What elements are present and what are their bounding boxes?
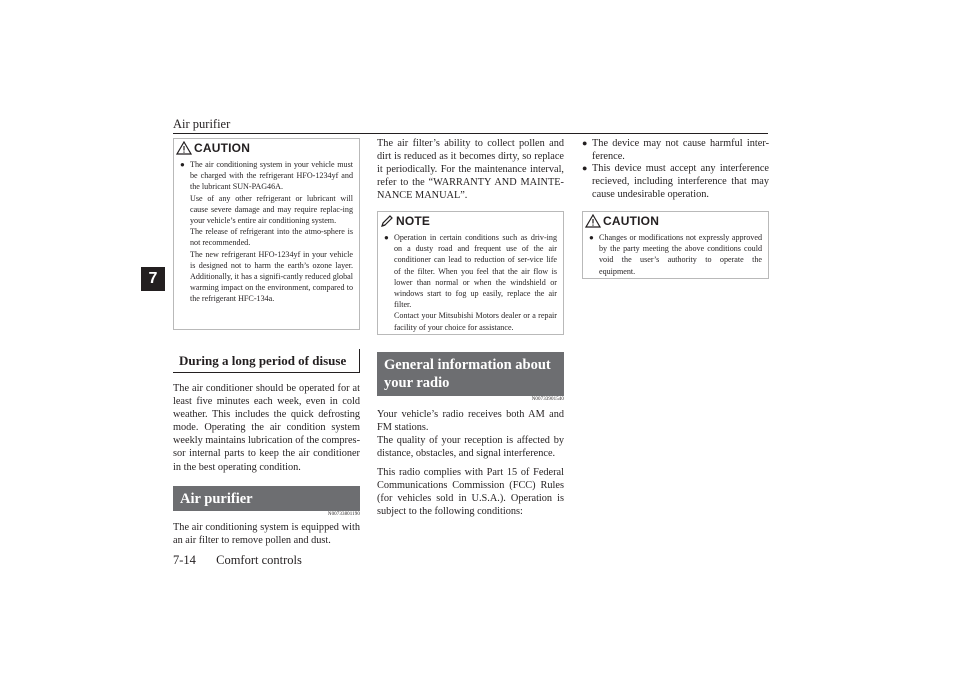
caution-line: The new refrigerant HFO-1234yf in your vehicle is designed not to harm the earth’s ozone layer. Additionally, it has a signifi-cantly reduced global warming impact on the environment, compared to the refrigerant HFC-134a. <box>190 249 353 304</box>
note-label: NOTE <box>396 214 431 228</box>
caution-line: The release of refrigerant into the atmo-sphere is not recommended. <box>190 227 353 248</box>
caution-line: Use of any other refrigerant or lubricant will cause severe damage and may require replac-ing your vehicle’s entire air conditioning system. <box>190 193 353 226</box>
radio-heading: General information about your radio <box>377 352 564 396</box>
radio-paragraph-2: The quality of your reception is affected by distance, obstacles, and signal interference. <box>377 435 564 460</box>
note-pencil-icon <box>380 214 394 228</box>
section-code: N00733801190 <box>327 512 360 517</box>
caution-body <box>174 157 359 309</box>
caution-body <box>583 230 768 281</box>
note-box-filter <box>377 211 564 335</box>
bullet-dot-icon: ● <box>180 160 185 169</box>
radio-paragraph-3: This radio complies with Part 15 of Federal Communications Commission (FCC) Rules (for vehicles sold in U.S.A.). Operation is subject to the following conditions: <box>377 467 564 518</box>
page-footer <box>173 553 302 568</box>
chapter-tab: 7 <box>141 267 165 291</box>
radio-paragraph-1: Your vehicle’s radio receives both AM and FM stations. <box>377 409 564 434</box>
bullet-dot-icon: ● <box>582 138 588 148</box>
warning-triangle-icon <box>176 141 192 155</box>
caution-box-refrigerant <box>173 138 360 330</box>
bullet-dot-icon: ● <box>589 233 594 242</box>
caution-label: CAUTION <box>194 141 251 155</box>
page-header-title: Air purifier <box>173 117 231 131</box>
note-header <box>378 212 563 230</box>
bullet-dot-icon: ● <box>582 163 588 173</box>
page-number: 7-14 <box>173 553 196 567</box>
disuse-heading: During a long period of disuse <box>173 349 360 373</box>
section-code: N00733901540 <box>531 397 564 402</box>
disuse-paragraph: The air conditioner should be operated for at least five minutes each week, even in cold weather. This includes the quick defrosting mode. Operating the air condition system weekly maintains lubrication of the compres-sor internal parts to keep the air conditioner in the best operating condition. <box>173 383 360 473</box>
footer-section: Comfort controls <box>216 553 302 567</box>
caution-header <box>583 212 768 230</box>
caution-label: CAUTION <box>603 214 660 228</box>
air-purifier-heading: Air purifier <box>173 486 360 511</box>
note-line: Contact your Mitsubishi Motors dealer or a repair facility of your choice for assistance. <box>394 311 557 332</box>
note-bullet: ● Operation in certain conditions such as driv-ing on a dusty road and frequent use of the air conditioner can lead to reduction of ser-vice life of the filter. When you feel that the air flow is lower than normal or when the windshield or windows start to fog up easily, replace the air filter. <box>384 233 557 310</box>
caution-header <box>174 139 359 157</box>
caution-bullet: ● The air conditioning system in your vehicle must be charged with the refrigerant HFO-1234yf and the lubricant SUN-PAG46A. <box>180 160 353 192</box>
caution-bullet: ● Changes or modifications not expressly approved by the party meeting the above conditions could void the user’s authority to operate the equipment. <box>589 233 762 276</box>
condition-bullet-2: ● This device must accept any interference recieved, including interference that may cause undesirable operation. <box>582 163 769 201</box>
bullet-dot-icon: ● <box>384 233 389 242</box>
note-body <box>378 230 563 337</box>
filter-paragraph: The air filter’s ability to collect pollen and dirt is reduced as it becomes dirty, so replace it periodically. For the maintenance interval, refer to the “WARRANTY AND MAINTE-NANCE MANUAL”. <box>377 138 564 202</box>
caution-box-modifications <box>582 211 769 279</box>
header-divider <box>173 133 768 134</box>
condition-bullet-1: ● The device may not cause harmful inter-ference. <box>582 138 769 163</box>
warning-triangle-icon <box>585 214 601 228</box>
air-purifier-paragraph: The air conditioning system is equipped with an air filter to remove pollen and dust. <box>173 522 360 547</box>
